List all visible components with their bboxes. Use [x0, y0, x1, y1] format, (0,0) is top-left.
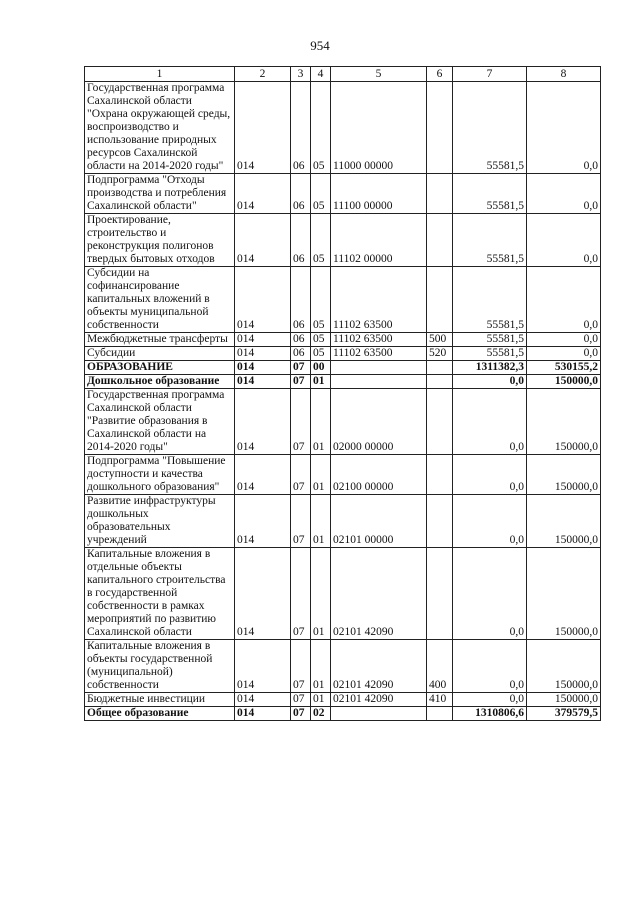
expense-type: 500 — [427, 333, 453, 347]
section-code: 07 — [291, 693, 311, 707]
amount-col8: 150000,0 — [527, 375, 601, 389]
target-article: 11102 00000 — [331, 214, 427, 267]
ministry-code: 014 — [235, 82, 291, 174]
section-code: 06 — [291, 174, 311, 214]
section-code: 06 — [291, 267, 311, 333]
table-row — [85, 214, 601, 267]
table-row — [85, 548, 601, 640]
subsection-code: 02 — [311, 707, 331, 721]
expense-type: 520 — [427, 347, 453, 361]
table-row — [85, 693, 601, 707]
expense-type — [427, 389, 453, 455]
header-cell: 7 — [453, 67, 527, 82]
subsection-code: 01 — [311, 640, 331, 693]
section-code: 07 — [291, 455, 311, 495]
ministry-code: 014 — [235, 267, 291, 333]
amount-col8: 150000,0 — [527, 640, 601, 693]
table-row — [85, 455, 601, 495]
amount-col8: 0,0 — [527, 82, 601, 174]
header-cell: 5 — [331, 67, 427, 82]
amount-col7: 0,0 — [453, 375, 527, 389]
section-code: 07 — [291, 640, 311, 693]
ministry-code: 014 — [235, 214, 291, 267]
target-article — [331, 361, 427, 375]
ministry-code: 014 — [235, 640, 291, 693]
section-code: 07 — [291, 375, 311, 389]
amount-col8: 530155,2 — [527, 361, 601, 375]
amount-col7: 0,0 — [453, 455, 527, 495]
amount-col7: 0,0 — [453, 548, 527, 640]
header-cell: 3 — [291, 67, 311, 82]
subsection-code: 00 — [311, 361, 331, 375]
ministry-code: 014 — [235, 455, 291, 495]
table-row — [85, 347, 601, 361]
table-row — [85, 174, 601, 214]
row-name: ОБРАЗОВАНИЕ — [85, 361, 235, 375]
header-row — [85, 67, 601, 82]
amount-col8: 379579,5 — [527, 707, 601, 721]
expense-type: 400 — [427, 640, 453, 693]
expense-type — [427, 455, 453, 495]
header-cell: 1 — [85, 67, 235, 82]
section-code: 06 — [291, 333, 311, 347]
amount-col7: 55581,5 — [453, 214, 527, 267]
expense-type — [427, 361, 453, 375]
ministry-code: 014 — [235, 174, 291, 214]
amount-col7: 0,0 — [453, 389, 527, 455]
row-name: Развитие инфраструктуры дошкольных образовательных учреждений — [85, 495, 235, 548]
table-row — [85, 361, 601, 375]
amount-col7: 1310806,6 — [453, 707, 527, 721]
row-name: Субсидии — [85, 347, 235, 361]
amount-col7: 55581,5 — [453, 174, 527, 214]
expense-type — [427, 82, 453, 174]
subsection-code: 05 — [311, 214, 331, 267]
row-name: Субсидии на софинансирование капитальных вложений в объекты муниципальной собственности — [85, 267, 235, 333]
row-name: Капитальные вложения в отдельные объекты капитального строительства в государственной собственности в рамках мероприятий по развитию Сахалинской области — [85, 548, 235, 640]
section-code: 06 — [291, 347, 311, 361]
ministry-code: 014 — [235, 361, 291, 375]
target-article: 02101 00000 — [331, 495, 427, 548]
subsection-code: 01 — [311, 375, 331, 389]
amount-col8: 0,0 — [527, 347, 601, 361]
section-code: 06 — [291, 82, 311, 174]
section-code: 07 — [291, 389, 311, 455]
target-article — [331, 707, 427, 721]
row-name: Капитальные вложения в объекты государственной (муниципальной) собственности — [85, 640, 235, 693]
ministry-code: 014 — [235, 693, 291, 707]
table-row — [85, 640, 601, 693]
target-article: 02101 42090 — [331, 548, 427, 640]
ministry-code: 014 — [235, 707, 291, 721]
amount-col8: 150000,0 — [527, 495, 601, 548]
subsection-code: 01 — [311, 693, 331, 707]
target-article: 02000 00000 — [331, 389, 427, 455]
target-article: 11102 63500 — [331, 267, 427, 333]
ministry-code: 014 — [235, 548, 291, 640]
target-article — [331, 375, 427, 389]
table-row — [85, 267, 601, 333]
ministry-code: 014 — [235, 347, 291, 361]
budget-table — [84, 66, 601, 721]
table-row — [85, 707, 601, 721]
ministry-code: 014 — [235, 495, 291, 548]
header-cell: 2 — [235, 67, 291, 82]
header-cell: 6 — [427, 67, 453, 82]
expense-type — [427, 174, 453, 214]
subsection-code: 01 — [311, 455, 331, 495]
expense-type — [427, 375, 453, 389]
amount-col8: 150000,0 — [527, 548, 601, 640]
subsection-code: 05 — [311, 174, 331, 214]
section-code: 07 — [291, 361, 311, 375]
row-name: Проектирование, строительство и реконструкция полигонов твердых бытовых отходов — [85, 214, 235, 267]
ministry-code: 014 — [235, 333, 291, 347]
expense-type — [427, 214, 453, 267]
target-article: 11102 63500 — [331, 347, 427, 361]
expense-type — [427, 707, 453, 721]
section-code: 07 — [291, 495, 311, 548]
expense-type — [427, 267, 453, 333]
target-article: 11000 00000 — [331, 82, 427, 174]
subsection-code: 05 — [311, 267, 331, 333]
row-name: Государственная программа Сахалинской области "Развитие образования в Сахалинской области на 2014-2020 годы" — [85, 389, 235, 455]
table-row — [85, 333, 601, 347]
expense-type — [427, 495, 453, 548]
subsection-code: 01 — [311, 548, 331, 640]
amount-col8: 150000,0 — [527, 389, 601, 455]
row-name: Межбюджетные трансферты — [85, 333, 235, 347]
target-article: 02101 42090 — [331, 640, 427, 693]
subsection-code: 05 — [311, 333, 331, 347]
header-cell: 8 — [527, 67, 601, 82]
amount-col8: 0,0 — [527, 333, 601, 347]
section-code: 07 — [291, 548, 311, 640]
target-article: 02100 00000 — [331, 455, 427, 495]
row-name: Дошкольное образование — [85, 375, 235, 389]
amount-col7: 55581,5 — [453, 347, 527, 361]
row-name: Подпрограмма "Отходы производства и потребления Сахалинской области" — [85, 174, 235, 214]
page-number: 954 — [310, 38, 330, 53]
section-code: 07 — [291, 707, 311, 721]
target-article: 11102 63500 — [331, 333, 427, 347]
header-cell: 4 — [311, 67, 331, 82]
table-row — [85, 389, 601, 455]
amount-col7: 0,0 — [453, 495, 527, 548]
amount-col7: 1311382,3 — [453, 361, 527, 375]
subsection-code: 05 — [311, 347, 331, 361]
amount-col8: 0,0 — [527, 214, 601, 267]
row-name: Бюджетные инвестиции — [85, 693, 235, 707]
amount-col8: 0,0 — [527, 267, 601, 333]
amount-col7: 55581,5 — [453, 333, 527, 347]
subsection-code: 01 — [311, 495, 331, 548]
target-article: 11100 00000 — [331, 174, 427, 214]
amount-col7: 55581,5 — [453, 82, 527, 174]
subsection-code: 05 — [311, 82, 331, 174]
row-name: Государственная программа Сахалинской области "Охрана окружающей среды, воспроизводство и использование природных ресурсов Сахалинской области на 2014-2020 годы" — [85, 82, 235, 174]
row-name: Подпрограмма "Повышение доступности и качества дошкольного образования" — [85, 455, 235, 495]
table-row — [85, 82, 601, 174]
ministry-code: 014 — [235, 389, 291, 455]
expense-type: 410 — [427, 693, 453, 707]
amount-col7: 0,0 — [453, 693, 527, 707]
amount-col7: 0,0 — [453, 640, 527, 693]
row-name: Общее образование — [85, 707, 235, 721]
table-row — [85, 375, 601, 389]
expense-type — [427, 548, 453, 640]
section-code: 06 — [291, 214, 311, 267]
amount-col7: 55581,5 — [453, 267, 527, 333]
ministry-code: 014 — [235, 375, 291, 389]
amount-col8: 0,0 — [527, 174, 601, 214]
target-article: 02101 42090 — [331, 693, 427, 707]
subsection-code: 01 — [311, 389, 331, 455]
amount-col8: 150000,0 — [527, 693, 601, 707]
amount-col8: 150000,0 — [527, 455, 601, 495]
table-row — [85, 495, 601, 548]
